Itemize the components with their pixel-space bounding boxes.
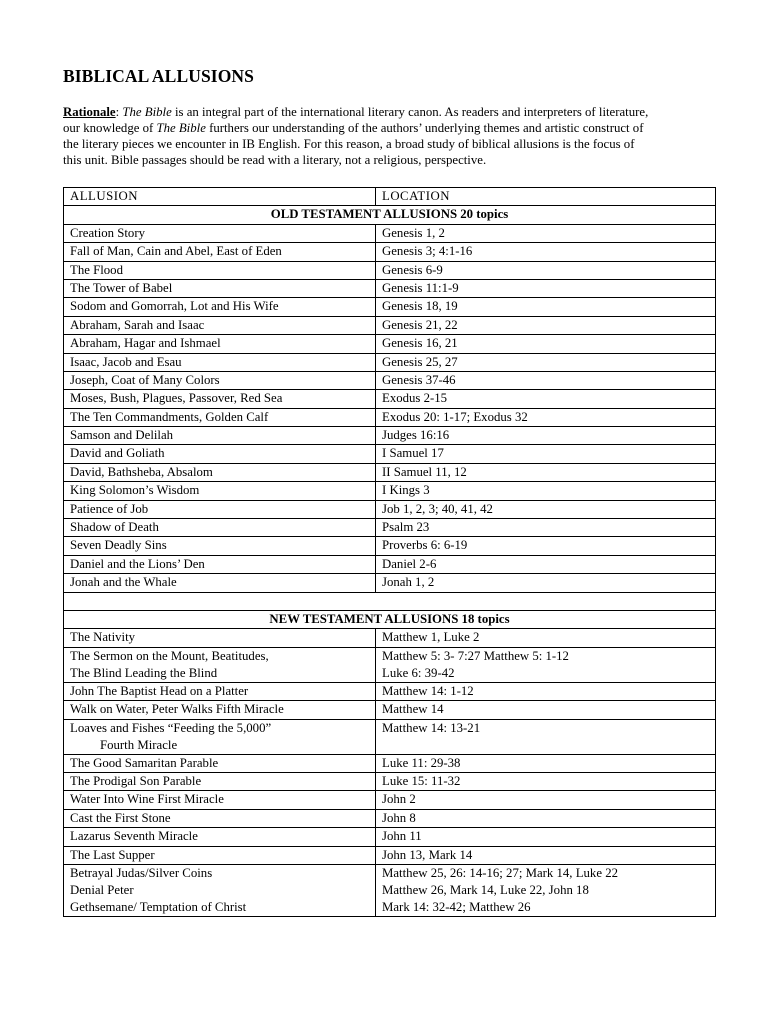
table-row <box>64 537 716 555</box>
location-cell: II Samuel 11, 12 <box>376 463 716 481</box>
allusion-cell: Fall of Man, Cain and Abel, East of Eden <box>64 243 376 261</box>
rationale-paragraph <box>63 104 718 168</box>
allusion-cell: The Flood <box>64 261 376 279</box>
table-row <box>64 427 716 445</box>
location-cell: John 13, Mark 14 <box>376 846 716 864</box>
allusion-cell: Sodom and Gomorrah, Lot and His Wife <box>64 298 376 316</box>
table-row <box>64 224 716 242</box>
allusion-cell: The Tower of Babel <box>64 279 376 297</box>
location-cell: Luke 15: 11-32 <box>376 772 716 790</box>
location-cell: Exodus 2-15 <box>376 390 716 408</box>
table-row <box>64 647 716 682</box>
allusion-column-header: ALLUSION <box>64 188 376 206</box>
table-row <box>64 846 716 864</box>
table-row <box>64 701 716 719</box>
table-row <box>64 828 716 846</box>
table-row <box>64 555 716 573</box>
table-row <box>64 261 716 279</box>
location-cell: Matthew 1, Luke 2 <box>376 629 716 647</box>
table-row <box>64 371 716 389</box>
table-row <box>64 629 716 647</box>
location-column-header: LOCATION <box>376 188 716 206</box>
table-row <box>64 772 716 790</box>
table-row <box>64 445 716 463</box>
table-row <box>64 754 716 772</box>
allusion-cell: Water Into Wine First Miracle <box>64 791 376 809</box>
table-row <box>64 519 716 537</box>
location-cell: Genesis 16, 21 <box>376 335 716 353</box>
table-row <box>64 791 716 809</box>
table-row <box>64 390 716 408</box>
allusion-line: Denial Peter <box>70 882 134 897</box>
table-row <box>64 353 716 371</box>
allusion-cell: King Solomon’s Wisdom <box>64 482 376 500</box>
table-row <box>64 682 716 700</box>
location-cell: Matthew 14 <box>376 701 716 719</box>
location-cell: I Samuel 17 <box>376 445 716 463</box>
bible-title: The Bible <box>122 105 172 119</box>
location-cell: Job 1, 2, 3; 40, 41, 42 <box>376 500 716 518</box>
allusion-cell: Samson and Delilah <box>64 427 376 445</box>
rationale-text: furthers our understanding of the authors’ underlying themes and artistic construct of <box>205 121 644 135</box>
allusion-cell: Patience of Job <box>64 500 376 518</box>
location-cell: Matthew 14: 1-12 <box>376 682 716 700</box>
location-cell: Genesis 3; 4:1-16 <box>376 243 716 261</box>
location-cell: I Kings 3 <box>376 482 716 500</box>
allusion-cell: Jonah and the Whale <box>64 574 376 592</box>
location-line: Matthew 26, Mark 14, Luke 22, John 18 <box>382 882 589 897</box>
allusion-cell: Daniel and the Lions’ Den <box>64 555 376 573</box>
location-cell <box>376 864 716 916</box>
rationale-text: this unit. Bible passages should be read with a literary, not a religious, perspective. <box>63 153 487 167</box>
table-row <box>64 279 716 297</box>
location-line: Matthew 5: 3- 7:27 Matthew 5: 1-12 <box>382 648 569 663</box>
allusion-cell: Abraham, Sarah and Isaac <box>64 316 376 334</box>
location-cell: Genesis 6-9 <box>376 261 716 279</box>
allusion-line: Betrayal Judas/Silver Coins <box>70 865 213 880</box>
blank-cell <box>64 592 716 610</box>
location-cell: Psalm 23 <box>376 519 716 537</box>
allusion-cell: The Last Supper <box>64 846 376 864</box>
allusion-cell: Walk on Water, Peter Walks Fifth Miracle <box>64 701 376 719</box>
location-cell: Proverbs 6: 6-19 <box>376 537 716 555</box>
location-cell: Genesis 37-46 <box>376 371 716 389</box>
rationale-text: : <box>115 105 123 119</box>
location-cell: Jonah 1, 2 <box>376 574 716 592</box>
table-row <box>64 463 716 481</box>
table-row <box>64 482 716 500</box>
allusion-cell: The Ten Commandments, Golden Calf <box>64 408 376 426</box>
table-row <box>64 335 716 353</box>
rationale-text: is an integral part of the international literary canon. As readers and interpreters of literature, <box>171 105 649 119</box>
allusion-cell: David, Bathsheba, Absalom <box>64 463 376 481</box>
allusion-line: The Sermon on the Mount, Beatitudes, <box>70 648 269 663</box>
allusion-cell: The Nativity <box>64 629 376 647</box>
location-cell: Matthew 14: 13-21 <box>376 719 716 754</box>
rationale-label: Rationale <box>63 105 116 119</box>
blank-row <box>64 592 716 610</box>
allusion-line: The Blind Leading the Blind <box>70 665 218 680</box>
location-cell: John 2 <box>376 791 716 809</box>
table-row <box>64 298 716 316</box>
location-cell: John 11 <box>376 828 716 846</box>
allusion-line: Loaves and Fishes “Feeding the 5,000” <box>70 720 272 735</box>
new-testament-section <box>64 592 716 916</box>
location-cell: John 8 <box>376 809 716 827</box>
location-cell: Genesis 18, 19 <box>376 298 716 316</box>
allusion-cell: Creation Story <box>64 224 376 242</box>
location-line: Mark 14: 32-42; Matthew 26 <box>382 899 531 914</box>
table-header-row <box>64 188 716 206</box>
table-row <box>64 809 716 827</box>
location-line: Luke 6: 39-42 <box>382 665 455 680</box>
bible-title: The Bible <box>156 121 206 135</box>
location-cell: Daniel 2-6 <box>376 555 716 573</box>
allusion-cell: The Prodigal Son Parable <box>64 772 376 790</box>
section-heading-row <box>64 610 716 628</box>
location-cell: Luke 11: 29-38 <box>376 754 716 772</box>
rationale-text: the literary pieces we encounter in IB English. For this reason, a broad study of biblical allusions is the focus of <box>63 137 635 151</box>
allusion-cell: Seven Deadly Sins <box>64 537 376 555</box>
location-cell: Genesis 1, 2 <box>376 224 716 242</box>
location-cell: Genesis 11:1-9 <box>376 279 716 297</box>
allusion-cell: Isaac, Jacob and Esau <box>64 353 376 371</box>
location-cell: Genesis 21, 22 <box>376 316 716 334</box>
table-row <box>64 408 716 426</box>
allusion-cell: Cast the First Stone <box>64 809 376 827</box>
new-testament-heading: NEW TESTAMENT ALLUSIONS 18 topics <box>64 610 716 628</box>
location-cell: Exodus 20: 1-17; Exodus 32 <box>376 408 716 426</box>
allusions-table <box>63 187 716 917</box>
rationale-text: our knowledge of <box>63 121 157 135</box>
old-testament-heading: OLD TESTAMENT ALLUSIONS 20 topics <box>64 206 716 224</box>
section-heading-row <box>64 206 716 224</box>
allusion-cell <box>64 647 376 682</box>
allusion-line: Gethsemane/ Temptation of Christ <box>70 899 247 914</box>
allusion-line: Fourth Miracle <box>100 737 178 752</box>
allusion-cell: Shadow of Death <box>64 519 376 537</box>
table-row <box>64 243 716 261</box>
table-row <box>64 500 716 518</box>
allusion-cell: John The Baptist Head on a Platter <box>64 682 376 700</box>
table-row <box>64 316 716 334</box>
table-row <box>64 574 716 592</box>
location-line: Matthew 25, 26: 14-16; 27; Mark 14, Luke 22 <box>382 865 618 880</box>
allusion-cell <box>64 719 376 754</box>
allusion-cell: Joseph, Coat of Many Colors <box>64 371 376 389</box>
table-row <box>64 864 716 916</box>
location-cell: Judges 16:16 <box>376 427 716 445</box>
document-title: BIBLICAL ALLUSIONS <box>63 66 254 86</box>
allusion-cell <box>64 864 376 916</box>
allusion-cell: Lazarus Seventh Miracle <box>64 828 376 846</box>
allusion-cell: Moses, Bush, Plagues, Passover, Red Sea <box>64 390 376 408</box>
location-cell: Genesis 25, 27 <box>376 353 716 371</box>
allusion-cell: The Good Samaritan Parable <box>64 754 376 772</box>
allusion-cell: Abraham, Hagar and Ishmael <box>64 335 376 353</box>
location-cell <box>376 647 716 682</box>
table-row <box>64 719 716 754</box>
allusion-cell: David and Goliath <box>64 445 376 463</box>
old-testament-section <box>64 206 716 592</box>
